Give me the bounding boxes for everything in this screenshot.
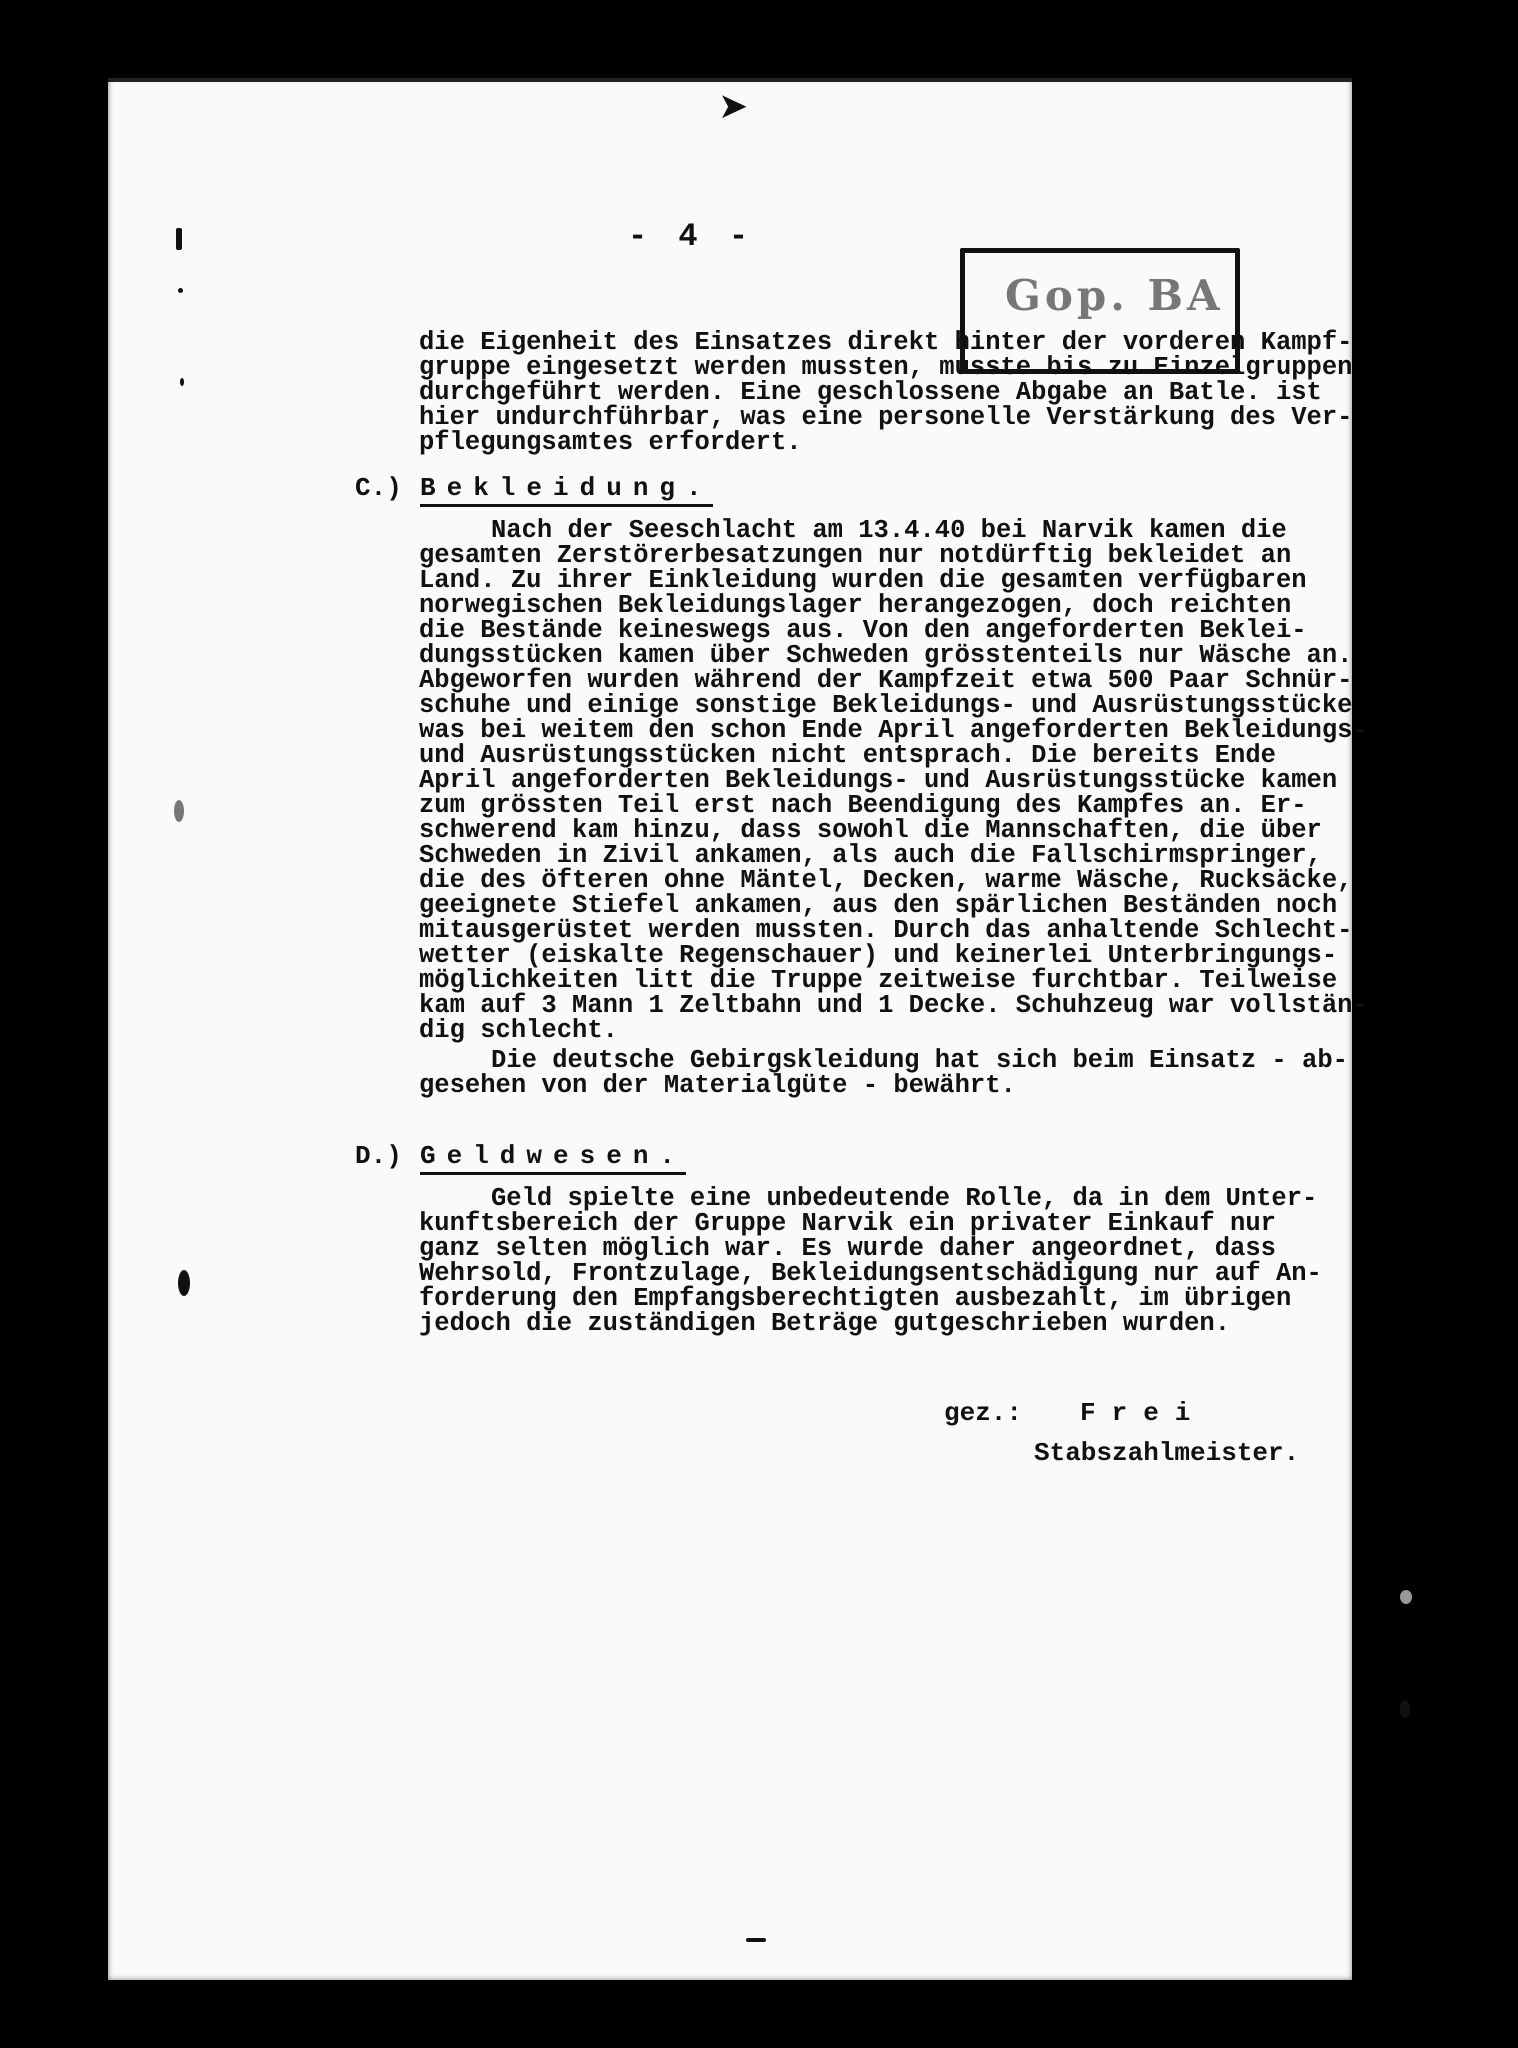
signature-label: gez.: [944, 1398, 1023, 1428]
text-line: kunftsbereich der Gruppe Narvik ein privater Einkauf nur [419, 1209, 1276, 1238]
smudge-mark [1400, 1700, 1410, 1718]
text-line: die Bestände keineswegs aus. Von den angeforderten Beklei- [419, 616, 1307, 645]
text-line: norwegischen Bekleidungslager herangezogen, doch reichten [419, 591, 1292, 620]
arrow-mark: ➤ [718, 86, 749, 127]
text-line: April angeforderten Bekleidungs- und Ausrüstungsstücke kamen [419, 766, 1338, 795]
text-line: Geld spielte eine unbedeutende Rolle, da in dem Unter- [491, 1184, 1318, 1213]
section-label: C.) [355, 473, 402, 503]
text-line: dungsstücken kamen über Schweden grösstenteils nur Wäsche an. [419, 641, 1353, 670]
text-line: schuhe und einige sonstige Bekleidungs- und Ausrüstungsstücke [419, 691, 1353, 720]
text-line: jedoch die zuständigen Beträge gutgeschrieben wurden. [419, 1309, 1231, 1338]
text-line: Wehrsold, Frontzulage, Bekleidungsentschädigung nur auf An- [419, 1259, 1322, 1288]
smudge-mark [746, 1938, 766, 1942]
text-line: schwerend kam hinzu, dass sowohl die Mannschaften, die über [419, 816, 1322, 845]
text-line: dig schlecht. [419, 1016, 618, 1045]
text-line: Schweden in Zivil ankamen, als auch die Fallschirmspringer, [419, 841, 1322, 870]
text-line: ganz selten möglich war. Es wurde daher angeordnet, dass [419, 1234, 1276, 1263]
text-line: durchgeführt werden. Eine geschlossene Abgabe an Batle. ist [419, 378, 1322, 407]
text-line: wetter (eiskalte Regenschauer) und keinerlei Unterbringungs- [419, 941, 1338, 970]
text-line: pflegungsamtes erfordert. [419, 428, 802, 457]
signature-name: Frei [1080, 1398, 1207, 1428]
text-line: gruppe eingesetzt werden mussten, musste bis zu Einzelgruppen [419, 353, 1353, 382]
text-line: hier undurchführbar, was eine personelle Verstärkung des Ver- [419, 403, 1353, 432]
punch-mark [178, 1270, 190, 1296]
document-page [108, 78, 1368, 1980]
text-line: und Ausrüstungsstücken nicht entsprach. Die bereits Ende [419, 741, 1276, 770]
text-line: die des öfteren ohne Mäntel, Decken, warme Wäsche, Rucksäcke, [419, 866, 1353, 895]
smudge-mark [1400, 1590, 1412, 1604]
punch-mark [176, 228, 182, 250]
text-line: Die deutsche Gebirgskleidung hat sich beim Einsatz - ab- [491, 1046, 1348, 1075]
text-line: gesamten Zerstörerbesatzungen nur notdürftig bekleidet an [419, 541, 1292, 570]
text-line: Land. Zu ihrer Einkleidung wurden die gesamten verfügbaren [419, 566, 1307, 595]
section-title: Bekleidung. [420, 473, 713, 507]
text-line: forderung den Empfangsberechtigten ausbezahlt, im übrigen [419, 1284, 1292, 1313]
text-line: was bei weitem den schon Ende April angeforderten Bekleidungs- [419, 716, 1368, 745]
text-line: kam auf 3 Mann 1 Zeltbahn und 1 Decke. Schuhzeug war vollstän- [419, 991, 1368, 1020]
text-line: mitausgerüstet werden mussten. Durch das anhaltende Schlecht- [419, 916, 1353, 945]
text-line: gesehen von der Materialgüte - bewährt. [419, 1071, 1016, 1100]
section-label: D.) [355, 1141, 402, 1171]
section-title: Geldwesen. [420, 1141, 686, 1175]
punch-mark [174, 800, 184, 822]
signature-rank: Stabszahlmeister. [1034, 1438, 1300, 1468]
text-line: Abgeworfen wurden während der Kampfzeit etwa 500 Paar Schnür- [419, 666, 1353, 695]
text-line: geeignete Stiefel ankamen, aus den spärlichen Beständen noch [419, 891, 1338, 920]
punch-mark [180, 378, 184, 386]
punch-mark [178, 288, 183, 293]
text-line: möglichkeiten litt die Truppe zeitweise furchtbar. Teilweise [419, 966, 1338, 995]
text-line: zum grössten Teil erst nach Beendigung des Kampfes an. Er- [419, 791, 1307, 820]
text-line: die Eigenheit des Einsatzes direkt hinter der vorderen Kampf- [419, 328, 1353, 357]
text-line: Nach der Seeschlacht am 13.4.40 bei Narvik kamen die [491, 516, 1287, 545]
stamp-text: Gop. BA [1005, 271, 1224, 320]
page-number: - 4 - [628, 218, 755, 255]
